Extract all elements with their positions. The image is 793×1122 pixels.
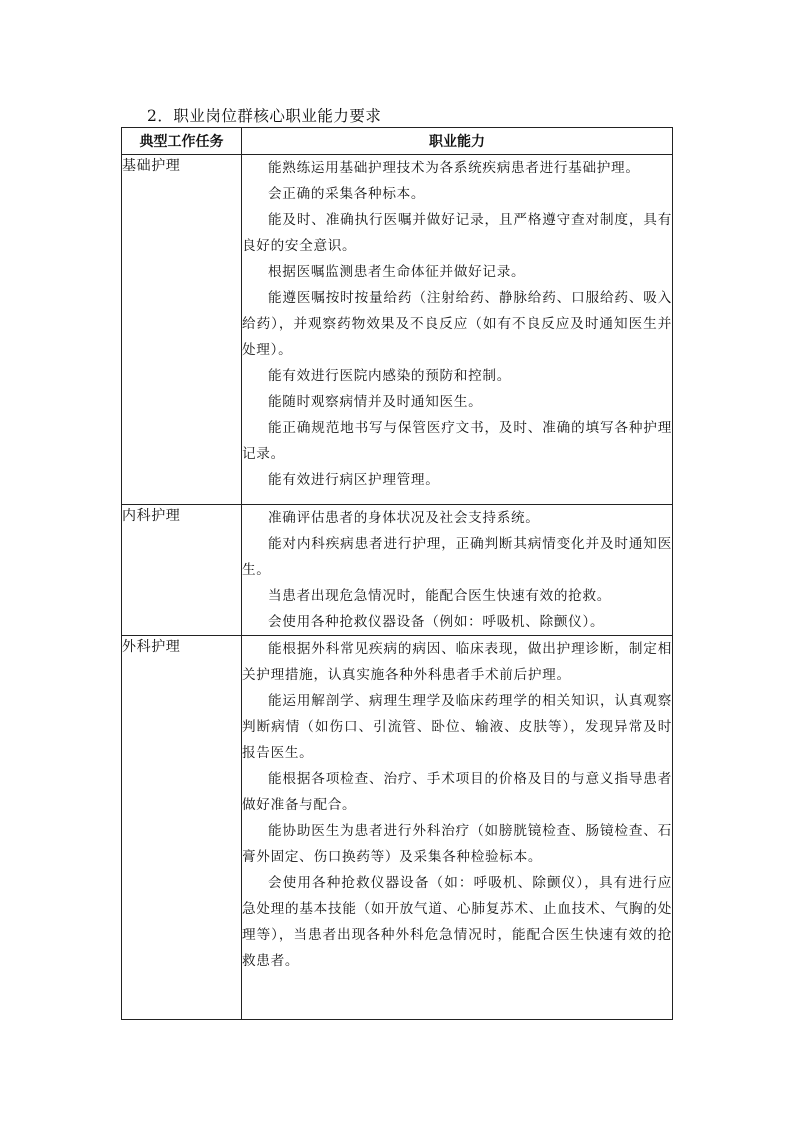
ability-item: 准确评估患者的身体状况及社会支持系统。	[268, 510, 540, 526]
task-cell: 基础护理	[122, 155, 242, 505]
ability-item: 能对内科疾病患者进行护理，正确判断其病情变化并及时通知医生。	[242, 536, 672, 578]
ability-item: 会使用各种抢救仪器设备（例如：呼吸机、除颤仪）。	[268, 614, 605, 630]
table-header-row	[122, 128, 673, 155]
ability-item: 能根据外科常见疾病的病因、临床表现，做出护理诊断，制定相关护理措施，认真实施各种外科患者手术前后护理。	[242, 641, 672, 683]
table-row	[122, 505, 673, 636]
ability-item: 会使用各种抢救仪器设备（如：呼吸机、除颤仪），具有进行应急处理的基本技能（如开放气道、心肺复苏术、止血技术、气胸的处理等），当患者出现各种外科危急情况时，能配合医生快速有效的抢救患者。	[242, 875, 672, 969]
header-typical-task: 典型工作任务	[122, 128, 242, 155]
ability-item: 能运用解剖学、病理生理学及临床药理学的相关知识，认真观察判断病情（如伤口、引流管、卧位、输液、皮肤等），发现异常及时报告医生。	[242, 693, 672, 761]
header-vocational-ability: 职业能力	[242, 128, 673, 155]
ability-item: 能熟练运用基础护理技术为各系统疾病患者进行基础护理。	[268, 160, 640, 176]
table-row	[122, 155, 673, 505]
ability-item: 当患者出现危急情况时，能配合医生快速有效的抢救。	[268, 588, 612, 604]
ability-requirements-table	[121, 127, 673, 1020]
ability-item: 根据医嘱监测患者生命体征并做好记录。	[268, 264, 526, 280]
ability-item: 能遵医嘱按时按量给药（注射给药、静脉给药、口服给药、吸入给药），并观察药物效果及不良反应（如有不良反应及时通知医生并处理）。	[242, 290, 672, 358]
ability-item: 能有效进行病区护理管理。	[268, 472, 440, 488]
ability-cell	[242, 155, 673, 505]
task-cell: 内科护理	[122, 505, 242, 636]
ability-item: 能正确规范地书写与保管医疗文书，及时、准确的填写各种护理记录。	[242, 420, 672, 462]
section-heading: 2．职业岗位群核心职业能力要求	[147, 107, 382, 125]
ability-item: 能根据各项检查、治疗、手术项目的价格及目的与意义指导患者做好准备与配合。	[242, 771, 672, 813]
ability-item: 会正确的采集各种标本。	[268, 186, 426, 202]
ability-item: 能随时观察病情并及时通知医生。	[268, 394, 483, 410]
ability-item: 能协助医生为患者进行外科治疗（如膀胱镜检查、肠镜检查、石膏外固定、伤口换药等）及采集各种检验标本。	[242, 823, 672, 865]
ability-item: 能及时、准确执行医嘱并做好记录，且严格遵守查对制度，具有良好的安全意识。	[242, 212, 672, 254]
table-row	[122, 636, 673, 1020]
ability-item: 能有效进行医院内感染的预防和控制。	[268, 368, 511, 384]
ability-cell	[242, 636, 673, 1020]
ability-cell	[242, 505, 673, 636]
task-cell: 外科护理	[122, 636, 242, 1020]
